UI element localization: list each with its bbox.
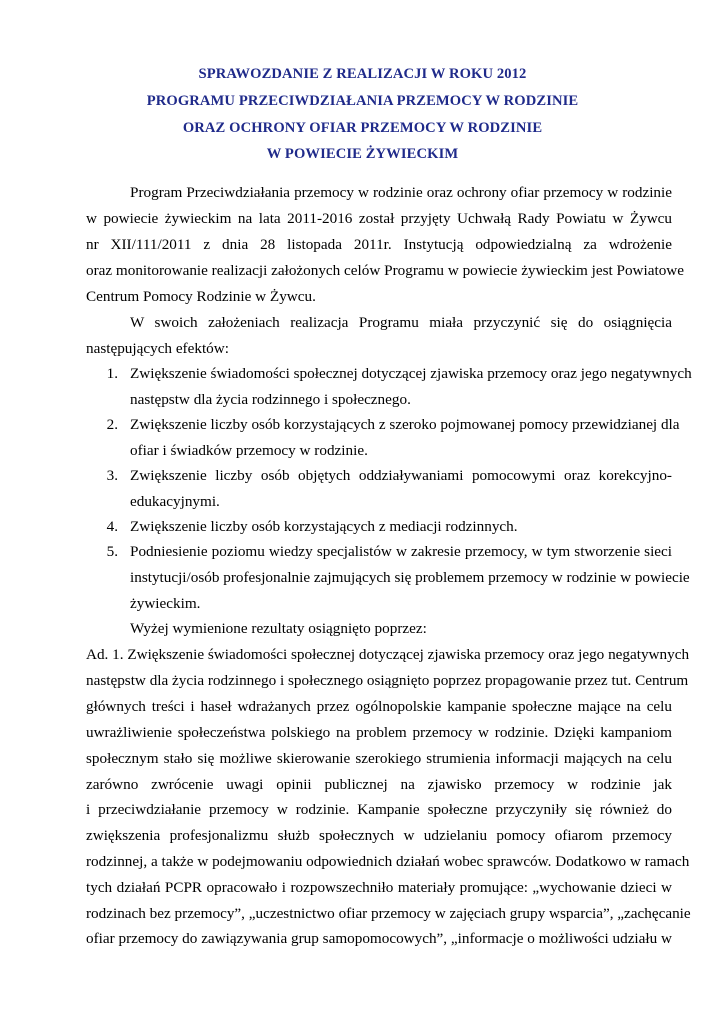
list-item-number: 4. [106, 518, 118, 535]
report-title-line-4: W POWIECIE ŻYWIECKIM [266, 146, 459, 162]
list-item-text: żywieckim. [130, 595, 201, 612]
list-item-text: Zwiększenie świadomości społecznej dotyczącej zjawiska przemocy oraz jego negatywnych [130, 365, 692, 382]
list-item-text: Zwiększenie liczby osób korzystających z mediacji rodzinnych. [130, 518, 518, 535]
ad1-line: następstw dla życia rodzinnego i społecznego osiągnięto poprzez propagowanie przez tut. Centrum [86, 672, 689, 689]
ad1-line: rodzinach bez przemocy”, „uczestnictwo ofiar przemocy w zajęciach grupy wsparcia”, „zachęcanie [86, 905, 691, 922]
list-item-text: następstw dla życia rodzinnego i społecznego. [130, 391, 411, 408]
report-title-line-3: ORAZ OCHRONY OFIAR PRZEMOCY W RODZINIE [182, 120, 543, 136]
goals-intro-line: następujących efektów: [86, 340, 229, 357]
list-item-text: Zwiększenie liczby osób korzystających z szeroko pojmowanej pomocy przewidzianej dla [130, 416, 680, 433]
results-intro: Wyżej wymienione rezultaty osiągnięto poprzez: [130, 620, 427, 637]
list-item-text: instytucji/osób profesjonalnie zajmujących się problemem przemocy w rodzinie w powiecie [130, 569, 690, 586]
list-item-number: 2. [106, 416, 118, 433]
ad1-line: tych działań PCPR opracowało i rozpowszechniło materiały promujące: „wychowanie dzieci w [86, 879, 672, 896]
list-item-number: 3. [106, 467, 118, 484]
ad1-line: ofiar przemocy do zawiązywania grup samopomocowych”, „informacje o możliwości udziału w [86, 930, 672, 947]
ad1-line: rodzinnej, a także w podejmowaniu odpowiednich działań wobec sprawców. Dodatkowo w ramach [86, 853, 690, 870]
intro-line: w powiecie żywieckim na lata 2011-2016 został przyjęty Uchwałą Rady Powiatu w Żywcu [86, 210, 672, 227]
ad1-line: społecznym stało się możliwe skierowanie szerokiego strumienia informacji mających na celu [86, 750, 672, 767]
list-item-text: Zwiększenie liczby osób objętych oddziaływaniami pomocowymi oraz korekcyjno- [130, 467, 672, 484]
list-item-text: ofiar i świadków przemocy w rodzinie. [130, 442, 368, 459]
report-title-line-2: PROGRAMU PRZECIWDZIAŁANIA PRZEMOCY W RODZINIE [146, 93, 579, 109]
intro-line: nr XII/111/2011 z dnia 28 listopada 2011r. Instytucją odpowiedzialną za wdrożenie [86, 236, 672, 253]
ad1-line: i przeciwdziałanie przemocy w rodzinie. Kampanie społeczne przyczyniły się również do [86, 801, 672, 818]
ad1-line: uwrażliwienie społeczeństwa polskiego na problem przemocy w rodzinie. Dzięki kampaniom [86, 724, 672, 741]
goals-intro-line: W swoich założeniach realizacja Programu miała przyczynić się do osiągnięcia [130, 314, 672, 331]
list-item-text: edukacyjnymi. [130, 493, 220, 510]
list-item-number: 5. [106, 543, 118, 560]
list-item-number: 1. [106, 365, 118, 382]
intro-line: Program Przeciwdziałania przemocy w rodzinie oraz ochrony ofiar przemocy w rodzinie [130, 184, 672, 201]
list-item-text: Podniesienie poziomu wiedzy specjalistów w zakresie przemocy, w tym stworzenie sieci [130, 543, 672, 560]
intro-line: Centrum Pomocy Rodzinie w Żywcu. [86, 288, 316, 305]
ad1-line: zwiększenia profesjonalizmu służb społecznych w udzielaniu pomocy ofiarom przemocy [86, 827, 672, 844]
report-title-line-1: SPRAWOZDANIE Z REALIZACJI W ROKU 2012 [198, 66, 527, 82]
ad1-line: zarówno zwrócenie uwagi opinii publicznej na zjawisko przemocy w rodzinie jak [86, 776, 672, 793]
ad1-line: głównych treści i haseł wdrażanych przez ogólnopolskie kampanie społeczne mające na celu [86, 698, 672, 715]
ad1-line: Ad. 1. Zwiększenie świadomości społecznej dotyczącej zjawiska przemocy oraz jego negatywnych [86, 646, 690, 663]
intro-line: oraz monitorowanie realizacji założonych celów Programu w powiecie żywieckim jest Powiatowe [86, 262, 685, 279]
